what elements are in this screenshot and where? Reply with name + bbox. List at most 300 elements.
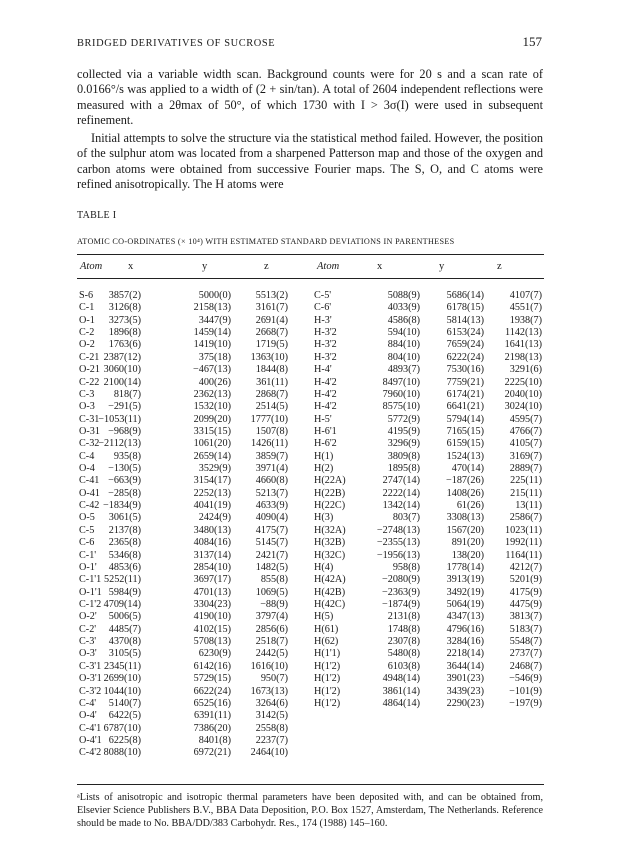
x-coordinate: 6225(8)	[108, 734, 141, 746]
y-coordinate: −467(13)	[193, 364, 231, 376]
atom-label: S-6	[79, 290, 94, 301]
right-x-column	[377, 290, 420, 710]
y-coordinate: 4701(13)	[193, 586, 231, 598]
atom-label: C-1'1	[79, 574, 102, 586]
atom-label: O-41	[79, 487, 100, 499]
z-coordinate: 3797(4)	[255, 611, 288, 623]
table-header-rule	[77, 278, 544, 279]
atom-label: H(4)	[314, 561, 334, 573]
x-coordinate: −130(5)	[108, 463, 141, 475]
header-x-right: x	[377, 261, 383, 272]
atom-label: H(42A)	[314, 574, 346, 586]
atom-label: H-3'	[314, 314, 332, 326]
x-coordinate: 8575(10)	[382, 401, 420, 413]
y-coordinate: 5686(14)	[446, 290, 484, 301]
atom-label: H-6'2	[314, 438, 337, 450]
x-coordinate: 4370(8)	[108, 636, 141, 648]
atom-label: H(22A)	[314, 475, 346, 487]
header-x-left: x	[128, 261, 134, 272]
table-top-rule	[77, 254, 544, 255]
z-coordinate: 2464(10)	[250, 747, 288, 759]
y-coordinate: 7530(16)	[446, 364, 484, 376]
x-coordinate: −285(8)	[108, 487, 141, 499]
running-title: BRIDGED DERIVATIVES OF SUCROSE	[77, 38, 276, 49]
y-coordinate: 400(26)	[198, 376, 231, 388]
atom-label: H(1'2)	[314, 685, 341, 697]
x-coordinate: 3273(5)	[108, 314, 141, 326]
z-coordinate: 4551(7)	[509, 302, 542, 314]
y-coordinate: 2424(9)	[198, 512, 231, 524]
atom-label: O-1	[79, 314, 95, 326]
header-z-right: z	[497, 261, 502, 272]
y-coordinate: 1408(26)	[446, 487, 484, 499]
x-coordinate: 5984(9)	[108, 586, 141, 598]
y-coordinate: 4796(16)	[446, 623, 484, 635]
y-coordinate: 375(18)	[198, 351, 231, 363]
atom-label: O-3	[79, 401, 95, 413]
x-coordinate: 4709(14)	[103, 598, 141, 610]
y-coordinate: 3154(17)	[193, 475, 231, 487]
z-coordinate: 4766(7)	[509, 425, 542, 437]
y-coordinate: 3901(23)	[446, 673, 484, 685]
x-coordinate: 2222(14)	[382, 487, 420, 499]
z-coordinate: 2586(7)	[509, 512, 542, 524]
z-coordinate: 2737(7)	[509, 648, 542, 660]
x-coordinate: 1342(14)	[382, 500, 420, 512]
atom-label: H(42C)	[314, 598, 346, 610]
atom-label: H(1'2)	[314, 673, 341, 685]
z-coordinate: 1844(8)	[255, 364, 288, 376]
z-coordinate: 4633(9)	[255, 500, 288, 512]
z-coordinate: 3169(7)	[509, 450, 542, 462]
z-coordinate: 361(11)	[256, 376, 288, 388]
y-coordinate: 7659(24)	[446, 339, 484, 351]
atom-label: H(61)	[314, 623, 339, 635]
y-coordinate: 6972(21)	[193, 747, 231, 759]
x-coordinate: −663(9)	[108, 475, 141, 487]
x-coordinate: 818(7)	[113, 388, 141, 400]
y-coordinate: 4041(19)	[193, 500, 231, 512]
atom-label: C-4'	[79, 697, 97, 709]
x-coordinate: 2307(8)	[387, 636, 420, 648]
atom-label: H(32A)	[314, 524, 346, 536]
x-coordinate: −2748(13)	[376, 524, 420, 536]
z-coordinate: 1426(11)	[251, 438, 288, 450]
atom-label: H(22B)	[314, 487, 346, 499]
y-coordinate: 5794(14)	[446, 413, 484, 425]
z-coordinate: 1069(5)	[255, 586, 288, 598]
x-coordinate: 884(10)	[387, 339, 420, 351]
y-coordinate: 61(26)	[456, 500, 484, 512]
atom-label: H(3)	[314, 512, 334, 524]
z-coordinate: 1719(5)	[255, 339, 288, 351]
atom-label: C-6'	[314, 302, 332, 314]
atom-label: H(1'2)	[314, 660, 341, 672]
x-coordinate: 4485(7)	[108, 623, 141, 635]
atom-label: C-3	[79, 388, 95, 400]
table-label: TABLE I	[77, 210, 117, 221]
left-y-column	[193, 290, 231, 760]
y-coordinate: 7165(15)	[446, 425, 484, 437]
z-coordinate: 1641(13)	[504, 339, 542, 351]
z-coordinate: 2421(7)	[255, 549, 288, 561]
atom-label: C-32	[79, 438, 100, 450]
right-z-column	[505, 290, 542, 710]
atom-label: C-4'2	[79, 747, 102, 759]
z-coordinate: 3161(7)	[255, 302, 288, 314]
y-coordinate: 138(20)	[451, 549, 484, 561]
atom-label: H-4'2	[314, 401, 337, 413]
x-coordinate: 2131(8)	[387, 611, 420, 623]
z-coordinate: 2514(5)	[255, 401, 288, 413]
z-coordinate: 2856(6)	[255, 623, 288, 635]
x-coordinate: −1956(13)	[376, 549, 420, 561]
x-coordinate: −1053(11)	[98, 413, 141, 425]
header-y-left: y	[202, 261, 208, 272]
y-coordinate: 1524(13)	[446, 450, 484, 462]
z-coordinate: 1777(10)	[250, 413, 288, 425]
y-coordinate: 6622(24)	[193, 685, 231, 697]
y-coordinate: 2362(13)	[193, 388, 231, 400]
y-coordinate: 6178(15)	[446, 302, 484, 314]
atom-label: O-21	[79, 364, 100, 376]
z-coordinate: 5145(7)	[255, 537, 288, 549]
y-coordinate: 6230(9)	[198, 648, 231, 660]
atom-label: C-31	[79, 413, 100, 425]
atom-label: C-1	[79, 302, 95, 314]
x-coordinate: 935(8)	[113, 450, 141, 462]
y-coordinate: 1567(20)	[446, 524, 484, 536]
x-coordinate: 7960(10)	[382, 388, 420, 400]
z-coordinate: 4660(8)	[255, 475, 288, 487]
y-coordinate: 6641(21)	[446, 401, 484, 413]
y-coordinate: 6153(24)	[446, 327, 484, 339]
atom-label: C-5	[79, 524, 95, 536]
y-coordinate: 6391(11)	[194, 710, 231, 722]
z-coordinate: 5548(7)	[509, 636, 542, 648]
z-coordinate: 2518(7)	[255, 636, 288, 648]
z-coordinate: 1164(11)	[505, 549, 542, 561]
x-coordinate: 2100(14)	[103, 376, 141, 388]
atom-label: C-41	[79, 475, 100, 487]
y-coordinate: 2218(14)	[446, 648, 484, 660]
y-coordinate: 4084(16)	[193, 537, 231, 549]
y-coordinate: 1459(14)	[193, 327, 231, 339]
z-coordinate: 4107(7)	[509, 290, 542, 301]
y-coordinate: 6142(16)	[193, 660, 231, 672]
atom-label: O-4'1	[79, 734, 102, 746]
header-atom-left: Atom	[80, 261, 103, 272]
x-coordinate: 8497(10)	[382, 376, 420, 388]
z-coordinate: −88(9)	[260, 598, 288, 610]
atom-label: H-3'2	[314, 351, 337, 363]
z-coordinate: 5183(7)	[509, 623, 542, 635]
x-coordinate: 2137(8)	[108, 524, 141, 536]
atom-label: H-6'1	[314, 425, 337, 437]
x-coordinate: 958(8)	[392, 561, 420, 573]
z-coordinate: 215(11)	[510, 487, 542, 499]
x-coordinate: 3105(5)	[108, 648, 141, 660]
atom-label: C-21	[79, 351, 100, 363]
x-coordinate: 2365(8)	[108, 537, 141, 549]
table-bottom-rule	[77, 784, 544, 785]
y-coordinate: 2099(20)	[193, 413, 231, 425]
y-coordinate: 3913(19)	[446, 574, 484, 586]
z-coordinate: 2558(8)	[255, 722, 288, 734]
z-coordinate: 4175(9)	[509, 586, 542, 598]
atom-label: C-5'	[314, 290, 332, 301]
x-coordinate: 5252(11)	[104, 574, 141, 586]
z-coordinate: 3142(5)	[255, 710, 288, 722]
z-coordinate: 1938(7)	[509, 314, 542, 326]
z-coordinate: −197(9)	[509, 697, 542, 709]
atom-label: C-4'1	[79, 722, 102, 734]
atom-label: H(1)	[314, 450, 334, 462]
x-coordinate: 594(10)	[387, 327, 420, 339]
y-coordinate: 3304(23)	[193, 598, 231, 610]
z-coordinate: −101(9)	[509, 685, 542, 697]
z-coordinate: 950(7)	[260, 673, 288, 685]
x-coordinate: 1896(8)	[108, 327, 141, 339]
x-coordinate: 4948(14)	[382, 673, 420, 685]
y-coordinate: 3447(9)	[198, 314, 231, 326]
z-coordinate: 3024(10)	[504, 401, 542, 413]
y-coordinate: −187(26)	[446, 475, 484, 487]
z-coordinate: 4595(7)	[509, 413, 542, 425]
z-coordinate: 2198(13)	[504, 351, 542, 363]
x-coordinate: 4195(9)	[387, 425, 420, 437]
z-coordinate: 2468(7)	[509, 660, 542, 672]
atom-label: C-4	[79, 450, 95, 462]
atom-label: C-3'	[79, 636, 97, 648]
atom-label: H-5'	[314, 413, 332, 425]
y-coordinate: 3137(14)	[193, 549, 231, 561]
atom-label: C-42	[79, 500, 100, 512]
x-coordinate: 5088(9)	[387, 290, 420, 301]
z-coordinate: 2691(4)	[255, 314, 288, 326]
atom-label: O-31	[79, 425, 100, 437]
atom-label: O-2	[79, 339, 95, 351]
y-coordinate: 7759(21)	[446, 376, 484, 388]
atom-label: C-1'	[79, 549, 97, 561]
x-coordinate: 5006(5)	[108, 611, 141, 623]
y-coordinate: 6174(21)	[446, 388, 484, 400]
header-atom-right: Atom	[317, 261, 340, 272]
x-coordinate: −2080(9)	[382, 574, 420, 586]
y-coordinate: 4102(15)	[193, 623, 231, 635]
x-coordinate: 2387(12)	[103, 351, 141, 363]
x-coordinate: 4893(7)	[387, 364, 420, 376]
y-coordinate: 4190(10)	[193, 611, 231, 623]
y-coordinate: 3284(16)	[446, 636, 484, 648]
z-coordinate: 2237(7)	[255, 734, 288, 746]
atom-label: O-1'1	[79, 586, 102, 598]
x-coordinate: 5772(9)	[387, 413, 420, 425]
z-coordinate: 1482(5)	[255, 561, 288, 573]
x-coordinate: 6103(8)	[387, 660, 420, 672]
y-coordinate: 2659(14)	[193, 450, 231, 462]
y-coordinate: 1532(10)	[193, 401, 231, 413]
z-coordinate: 2889(7)	[509, 463, 542, 475]
left-x-column	[98, 290, 141, 760]
x-coordinate: −2363(9)	[382, 586, 420, 598]
y-coordinate: 1778(14)	[446, 561, 484, 573]
atom-label: C-3'1	[79, 660, 102, 672]
x-coordinate: −968(9)	[108, 425, 141, 437]
z-coordinate: 2868(7)	[255, 388, 288, 400]
atom-label: H(42B)	[314, 586, 346, 598]
y-coordinate: 3308(13)	[446, 512, 484, 524]
x-coordinate: 3857(2)	[108, 290, 141, 301]
x-coordinate: −2112(13)	[98, 438, 141, 450]
z-coordinate: 4475(9)	[509, 598, 542, 610]
y-coordinate: 1419(10)	[193, 339, 231, 351]
x-coordinate: −1874(9)	[382, 598, 420, 610]
atom-label: C-1'2	[79, 598, 102, 610]
z-coordinate: 855(8)	[260, 574, 288, 586]
table-footnote: ᵃLists of anisotropic and isotropic thermal parameters have been deposited with, and can be obtained from, Elsevier Science Publishers B.V., BBA Data Deposition, P.O. Box 1527, Amsterdam, The Netherlands. Reference should be made to No. BBA/DD/383 Carbohydr. Res., 174 (1988) 145–160.	[77, 792, 543, 829]
y-coordinate: 5708(13)	[193, 636, 231, 648]
y-coordinate: 3315(15)	[193, 425, 231, 437]
atom-label: C-2'	[79, 623, 97, 635]
z-coordinate: 3291(6)	[509, 364, 542, 376]
y-coordinate: 2158(13)	[193, 302, 231, 314]
x-coordinate: 6422(5)	[108, 710, 141, 722]
y-coordinate: 3697(17)	[193, 574, 231, 586]
header-y-right: y	[439, 261, 445, 272]
atom-label: H-3'2	[314, 327, 337, 339]
z-coordinate: 3971(4)	[255, 463, 288, 475]
atom-label: O-2'	[79, 611, 97, 623]
z-coordinate: 1023(11)	[505, 524, 542, 536]
y-coordinate: 2854(10)	[193, 561, 231, 573]
z-coordinate: 13(11)	[515, 500, 542, 512]
y-coordinate: 3480(13)	[193, 524, 231, 536]
z-coordinate: 2442(5)	[255, 648, 288, 660]
y-coordinate: 3529(9)	[198, 463, 231, 475]
y-coordinate: 7386(20)	[193, 722, 231, 734]
z-coordinate: 5513(2)	[255, 290, 288, 301]
x-coordinate: 1748(8)	[387, 623, 420, 635]
x-coordinate: 3061(5)	[108, 512, 141, 524]
z-coordinate: 3264(6)	[255, 697, 288, 709]
x-coordinate: 803(7)	[392, 512, 420, 524]
y-coordinate: 4347(13)	[446, 611, 484, 623]
atom-label: H(1'2)	[314, 697, 341, 709]
atom-label: H(5)	[314, 611, 334, 623]
z-coordinate: 1363(10)	[250, 351, 288, 363]
atom-label: H-4'	[314, 364, 332, 376]
atom-label: O-4	[79, 463, 95, 475]
z-coordinate: 1142(13)	[505, 327, 542, 339]
page-number: 157	[522, 34, 542, 49]
x-coordinate: 5140(7)	[108, 697, 141, 709]
z-coordinate: 3859(7)	[255, 450, 288, 462]
x-coordinate: 3060(10)	[103, 364, 141, 376]
atom-label: O-5	[79, 512, 95, 524]
page-header	[77, 34, 542, 50]
x-coordinate: 3126(8)	[108, 302, 141, 314]
z-coordinate: 1673(13)	[250, 685, 288, 697]
z-coordinate: 1616(10)	[250, 660, 288, 672]
z-coordinate: 225(11)	[510, 475, 542, 487]
y-coordinate: 891(20)	[451, 537, 484, 549]
x-coordinate: 1763(6)	[108, 339, 141, 351]
atom-label: O-1'	[79, 561, 97, 573]
y-coordinate: 5729(15)	[193, 673, 231, 685]
z-coordinate: 3813(7)	[509, 611, 542, 623]
z-coordinate: 4105(7)	[509, 438, 542, 450]
atom-label: C-2	[79, 327, 95, 339]
x-coordinate: −291(5)	[108, 401, 141, 413]
x-coordinate: −1834(9)	[103, 500, 141, 512]
atom-label: C-22	[79, 376, 100, 388]
z-coordinate: 5201(9)	[509, 574, 542, 586]
x-coordinate: 4853(6)	[108, 561, 141, 573]
y-coordinate: 5814(13)	[446, 314, 484, 326]
x-coordinate: 8088(10)	[103, 747, 141, 759]
z-coordinate: 1992(11)	[505, 537, 542, 549]
x-coordinate: 5480(8)	[387, 648, 420, 660]
atom-label: C-6	[79, 537, 95, 549]
x-coordinate: 2699(10)	[103, 673, 141, 685]
x-coordinate: 3809(8)	[387, 450, 420, 462]
atom-label: H(1'1)	[314, 648, 341, 660]
y-coordinate: 5064(19)	[446, 598, 484, 610]
x-coordinate: 2747(14)	[382, 475, 420, 487]
y-coordinate: 6159(15)	[446, 438, 484, 450]
z-coordinate: 4175(7)	[255, 524, 288, 536]
atom-label: H(22C)	[314, 500, 346, 512]
x-coordinate: 804(10)	[387, 351, 420, 363]
x-coordinate: 3296(9)	[387, 438, 420, 450]
atom-label: H(62)	[314, 636, 339, 648]
z-coordinate: 4090(4)	[255, 512, 288, 524]
atom-label: H-4'2	[314, 376, 337, 388]
z-coordinate: −546(9)	[509, 673, 542, 685]
y-coordinate: 3439(23)	[446, 685, 484, 697]
x-coordinate: 3861(14)	[382, 685, 420, 697]
y-coordinate: 3644(14)	[446, 660, 484, 672]
y-coordinate: 2252(13)	[193, 487, 231, 499]
z-coordinate: 1507(8)	[255, 425, 288, 437]
z-coordinate: 5213(7)	[255, 487, 288, 499]
y-coordinate: 1061(20)	[193, 438, 231, 450]
x-coordinate: 1895(8)	[387, 463, 420, 475]
atom-label: H-4'2	[314, 388, 337, 400]
y-coordinate: 8401(8)	[198, 734, 231, 746]
atom-label: H(2)	[314, 463, 334, 475]
z-coordinate: 2668(7)	[255, 327, 288, 339]
x-coordinate: 1044(10)	[103, 685, 141, 697]
table-caption: ATOMIC CO-ORDINATES (× 10⁴) WITH ESTIMATED STANDARD DEVIATIONS IN PARENTHESES	[77, 237, 455, 246]
x-coordinate: 5346(8)	[108, 549, 141, 561]
left-z-column	[251, 290, 288, 760]
atom-label: O-4'	[79, 710, 97, 722]
atom-label: H(32B)	[314, 537, 346, 549]
x-coordinate: 4586(8)	[387, 314, 420, 326]
y-coordinate: 470(14)	[451, 463, 484, 475]
y-coordinate: 6525(16)	[193, 697, 231, 709]
y-coordinate: 2290(23)	[446, 697, 484, 709]
body-paragraph-2: Initial attempts to solve the structure via the statistical method failed. However, the position of the sulphur atom was located from a sharpened Patterson map and those of the oxygen and carbon atoms were obtained from successive Fourier maps. The S, O, and C atoms were refined anisotropically. The H atoms were	[77, 131, 543, 192]
z-coordinate: 2225(10)	[504, 376, 542, 388]
header-z-left: z	[264, 261, 269, 272]
atom-label: C-3'2	[79, 685, 102, 697]
right-y-column	[446, 290, 484, 710]
atom-label: H(32C)	[314, 549, 346, 561]
x-coordinate: 4033(9)	[387, 302, 420, 314]
